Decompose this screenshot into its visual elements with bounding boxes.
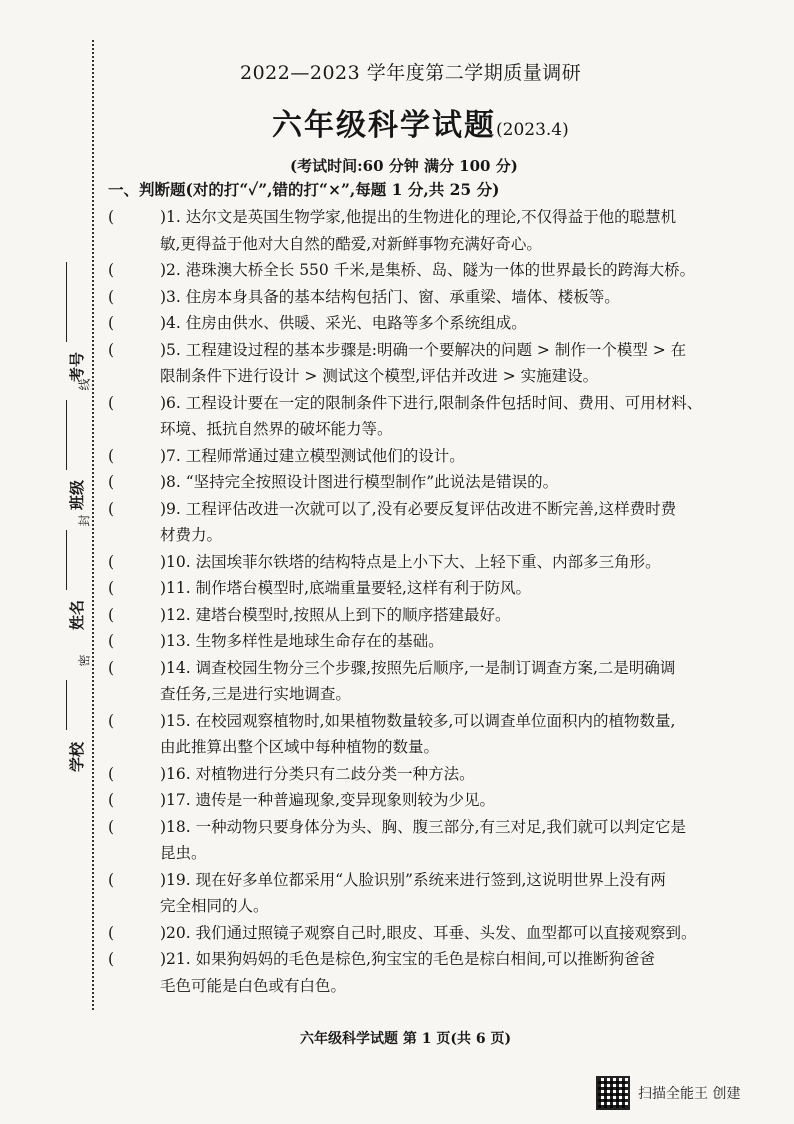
- header-title: 2022—2023 学年度第二学期质量调研: [240, 62, 582, 84]
- label-kaohao: 考号: [68, 351, 86, 382]
- question-text: )17. 遗传是一种普遍现象,变异现象则较为少见。: [160, 791, 496, 809]
- answer-blank[interactable]: (: [108, 658, 115, 677]
- question-text: )16. 对植物进行分类只有二歧分类一种方法。: [160, 764, 475, 783]
- qr-code-icon: [596, 1076, 630, 1110]
- question-text-cont: 环境、抵抗自然界的破坏能力等。: [160, 420, 393, 438]
- answer-blank[interactable]: (: [108, 950, 115, 968]
- field-xingming: [66, 530, 67, 590]
- answer-blank[interactable]: (: [108, 579, 115, 597]
- question-6: [108, 390, 792, 443]
- answer-blank[interactable]: (: [108, 552, 115, 571]
- label-banji: 班级: [68, 479, 86, 510]
- question-text: )13. 生物多样性是地球生命存在的基础。: [160, 632, 444, 650]
- question-text-cont: 查任务,三是进行实地调查。: [160, 685, 351, 703]
- question-9: [108, 496, 792, 549]
- label-xuexiao: 学校: [68, 741, 86, 772]
- question-text: )3. 住房本身具备的基本结构包括门、窗、承重梁、墙体、楼板等。: [160, 287, 620, 306]
- question-text: )6. 工程设计要在一定的限制条件下进行,限制条件包括时间、费用、可用材料、: [160, 393, 703, 412]
- field-kaohao: [66, 262, 67, 342]
- answer-blank[interactable]: (: [108, 711, 115, 730]
- question-21: [108, 946, 792, 999]
- mark-feng: 封: [77, 514, 92, 527]
- question-4: [108, 310, 792, 337]
- question-text: )4. 住房由供水、供暖、采光、电路等多个系统组成。: [160, 314, 527, 332]
- section-title: 一、判断题(对的打“✓”,错的打“×”,每题 1 分,共 25 分): [108, 180, 500, 199]
- page-footer: 六年级科学试题 第 1 页(共 6 页): [300, 1031, 512, 1047]
- question-15: [108, 708, 792, 761]
- question-text: )7. 工程师常通过建立模型测试他们的设计。: [160, 446, 465, 465]
- question-text: )9. 工程评估改进一次就可以了,没有必要反复评估改进不断完善,这样费时费: [160, 499, 677, 518]
- question-18: [108, 814, 792, 867]
- question-text: )2. 港珠澳大桥全长 550 千米,是集桥、岛、隧为一体的世界最长的跨海大桥。: [160, 261, 696, 279]
- answer-blank[interactable]: (: [108, 923, 115, 942]
- question-text: )21. 如果狗妈妈的毛色是棕色,狗宝宝的毛色是棕白相间,可以推断狗爸爸: [160, 950, 655, 968]
- question-16: [108, 761, 792, 788]
- label-xingming: 姓名: [68, 599, 86, 630]
- answer-blank[interactable]: (: [108, 208, 115, 226]
- question-text: )15. 在校园观察植物时,如果植物数量较多,可以调查单位面积内的植物数量,: [160, 711, 676, 730]
- question-text: )14. 调查校园生物分三个步骤,按照先后顺序,一是制订调查方案,二是明确调: [160, 658, 676, 677]
- question-text: )19. 现在好多单位都采用“人脸识别”系统来进行签到,这说明世界上没有两: [160, 870, 666, 889]
- answer-blank[interactable]: (: [108, 817, 115, 836]
- question-14: [108, 655, 792, 708]
- question-text-cont: 限制条件下进行设计 > 测试这个模型,评估并改进 > 实施建设。: [160, 367, 599, 385]
- question-7: [108, 443, 792, 470]
- answer-blank[interactable]: (: [108, 870, 115, 889]
- scanner-watermark: [596, 1076, 740, 1110]
- question-text-cont: 完全相同的人。: [160, 897, 269, 915]
- question-20: [108, 920, 792, 947]
- question-text: )11. 制作塔台模型时,底端重量要轻,这样有利于防风。: [160, 579, 531, 597]
- answer-blank[interactable]: (: [108, 791, 115, 809]
- question-8: [108, 469, 792, 496]
- field-xuexiao: [66, 680, 67, 730]
- question-10: [108, 549, 792, 576]
- question-text-cont: 材费力。: [160, 526, 223, 544]
- question-text: )5. 工程建设过程的基本步骤是:明确一个要解决的问题 > 制作一个模型 > 在: [160, 340, 687, 359]
- mark-xian: 线: [77, 378, 92, 391]
- question-text-cont: 毛色可能是白色或有白色。: [160, 976, 347, 995]
- question-text: )12. 建塔台模型时,按照从上到下的顺序搭建最好。: [160, 605, 511, 624]
- question-12: [108, 602, 792, 629]
- question-5: [108, 337, 792, 390]
- answer-blank[interactable]: (: [108, 314, 115, 332]
- question-1: [108, 204, 792, 257]
- question-13: [108, 628, 792, 655]
- page-title: [272, 100, 569, 144]
- answer-blank[interactable]: (: [108, 605, 115, 624]
- question-text-cont: 由此推算出整个区域中每种植物的数量。: [160, 738, 440, 756]
- answer-blank[interactable]: (: [108, 764, 115, 783]
- binding-margin: [0, 0, 100, 1124]
- answer-blank[interactable]: (: [108, 287, 115, 306]
- question-text: )10. 法国埃菲尔铁塔的结构特点是上小下大、上轻下重、内部多三角形。: [160, 552, 661, 571]
- answer-blank[interactable]: (: [108, 393, 115, 412]
- question-19: [108, 867, 792, 920]
- question-text: )8. “坚持完全按照设计图进行模型制作”此说法是错误的。: [160, 473, 559, 491]
- question-text-cont: 昆虫。: [160, 844, 207, 862]
- question-3: [108, 284, 792, 311]
- field-banji: [66, 400, 67, 470]
- question-list: [108, 204, 792, 999]
- question-2: [108, 257, 792, 284]
- mark-mi: 密: [77, 654, 92, 667]
- answer-blank[interactable]: (: [108, 473, 115, 491]
- page-title-year: (2023.4): [496, 120, 569, 140]
- answer-blank[interactable]: (: [108, 499, 115, 518]
- answer-blank[interactable]: (: [108, 261, 115, 279]
- answer-blank[interactable]: (: [108, 446, 115, 465]
- watermark-text: 扫描全能王 创建: [638, 1086, 741, 1102]
- question-11: [108, 575, 792, 602]
- question-text: )20. 我们通过照镜子观察自己时,眼皮、耳垂、头发、血型都可以直接观察到。: [160, 923, 697, 942]
- exam-info: (考试时间:60 分钟 满分 100 分): [290, 157, 518, 175]
- answer-blank[interactable]: (: [108, 340, 115, 359]
- question-text: )1. 达尔文是英国生物学家,他提出的生物进化的理论,不仅得益于他的聪慧机: [160, 208, 677, 226]
- question-text: )18. 一种动物只要身体分为头、胸、腹三部分,有三对足,我们就可以判定它是: [160, 817, 686, 836]
- answer-blank[interactable]: (: [108, 632, 115, 650]
- question-17: [108, 787, 792, 814]
- question-text-cont: 敏,更得益于他对大自然的酷爱,对新鲜事物充满好奇心。: [160, 234, 542, 253]
- page-title-text: 六年级科学试题: [272, 108, 496, 143]
